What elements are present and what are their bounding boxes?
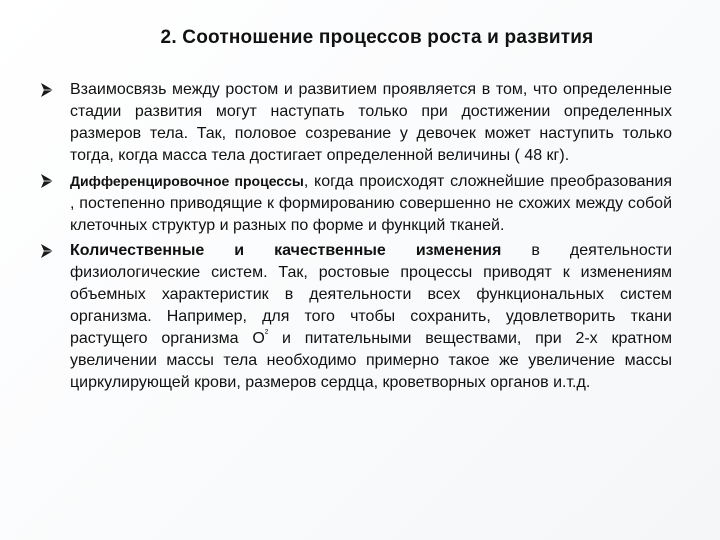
arrowhead-bullet-icon (40, 82, 54, 98)
bullet-item-1 (40, 79, 672, 167)
bullet-text: Взаимосвязь между ростом и развитием проявляется в том, что определенные стадии развития могут наступать только при достижении определенных размеров тела. Так, половое созревание у девочек может наступить только тогда, когда масса тела достигает определенной величины ( 48 кг). (70, 81, 672, 164)
bullet-text-before: в деятельности физиологические систем. Так, ростовые процессы приводят к изменениям объемных характеристик в деятельности всех функциональных систем организма. Например, для того чтобы сохранить, удовлетворить ткани растущего организма О (70, 242, 673, 347)
arrowhead-bullet-icon (40, 243, 54, 259)
bullet-lead: Количественные и качественные изменения (70, 242, 502, 259)
bullet-text: , когда происходят сложнейшие преобразования , постепенно приводящие к формированию совершенно не схожих между собой клеточных структур и разных по форме и функций тканей. (70, 173, 672, 234)
bullet-item-2 (40, 170, 672, 237)
bullet-lead: Дифференцировочное процессы (70, 173, 304, 189)
bullet-item-3 (40, 240, 672, 394)
bullet-list (40, 79, 672, 397)
slide-title: 2. Соотношение процессов роста и развития (160, 27, 594, 48)
arrowhead-bullet-icon (40, 173, 54, 189)
superscript-2: ² (264, 328, 269, 340)
bullet-text-after: и питательными веществами, при 2-х кратном увеличении массы тела необходимо примерно такое же увеличение массы циркулирующей крови, размеров сердца, кроветворных органов и.т.д. (70, 330, 672, 391)
